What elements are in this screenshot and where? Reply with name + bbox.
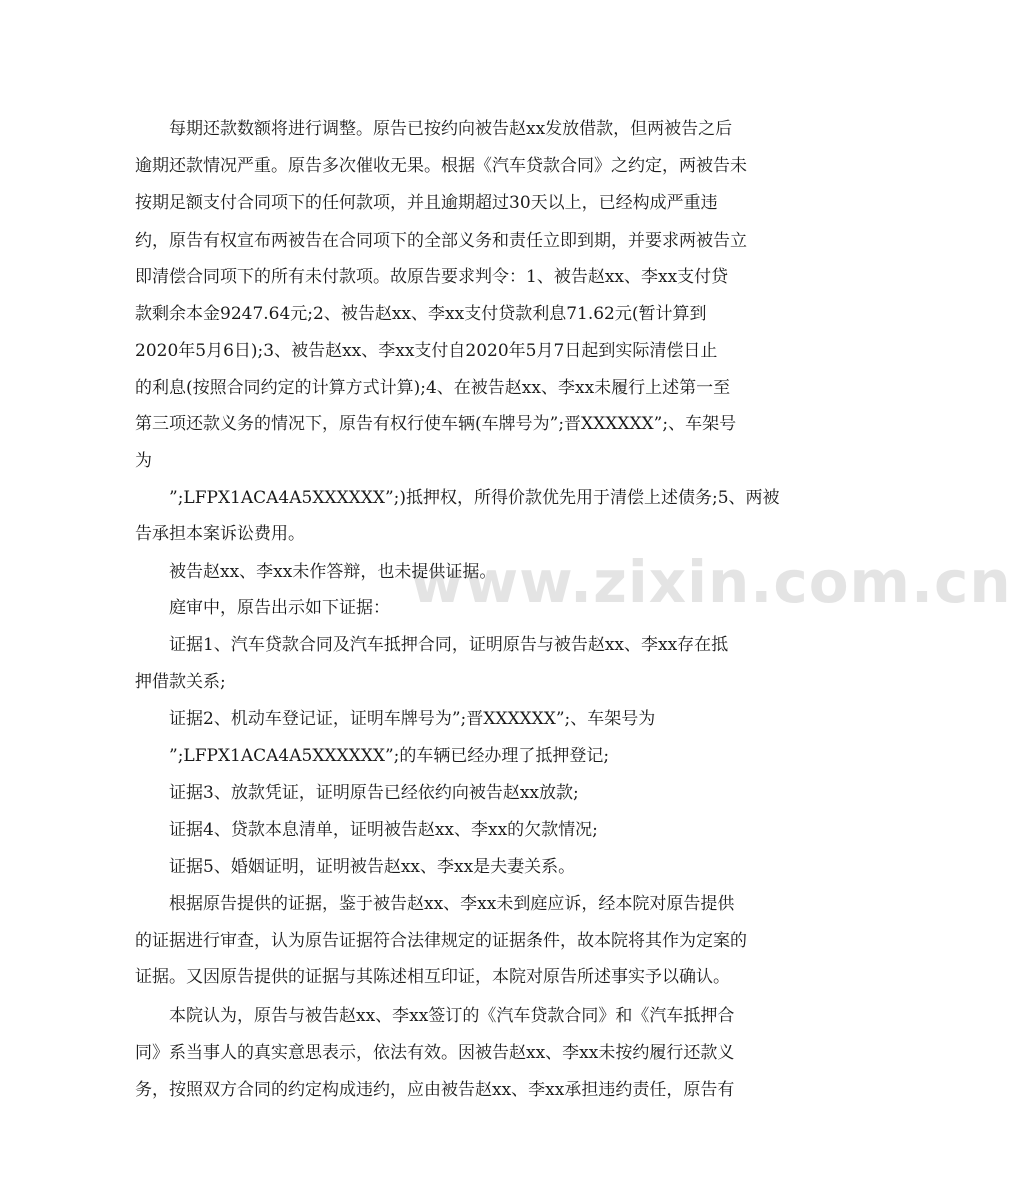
text-line: 每期还款数额将进行调整。原告已按约向被告赵xx发放借款，但两被告之后 [135,119,733,139]
text-line: 根据原告提供的证据，鉴于被告赵xx、李xx未到庭应诉，经本院对原告提供 [135,894,735,914]
text-line: 按期足额支付合同项下的任何款项，并且逾期超过30天以上，已经构成严重违 [135,193,718,213]
text-line: 第三项还款义务的情况下，原告有权行使车辆(车牌号为”;晋XXXXXX”;、车架号 [135,414,737,434]
text-line: 为 [135,451,152,471]
watermark: www.zixin.com.cn [410,548,1012,616]
text-line: 本院认为，原告与被告赵xx、李xx签订的《汽车贷款合同》和《汽车抵押合 [135,1006,735,1026]
text-line: 证据4、贷款本息清单，证明被告赵xx、李xx的欠款情况; [135,820,598,840]
text-line: ”;LFPX1ACA4A5XXXXXX”;)抵押权，所得价款优先用于清偿上述债务;5、两被 [135,488,780,508]
text-line: 约，原告有权宣布两被告在合同项下的全部义务和责任立即到期，并要求两被告立 [135,231,747,251]
text-line: 款剩余本金9247.64元;2、被告赵xx、李xx支付贷款利息71.62元(暂计算到 [135,304,707,324]
text-line: 的证据进行审查，认为原告证据符合法律规定的证据条件，故本院将其作为定案的 [135,931,747,951]
text-line: 务，按照双方合同的约定构成违约，应由被告赵xx、李xx承担违约责任，原告有 [135,1080,735,1100]
text-line: ”;LFPX1ACA4A5XXXXXX”;的车辆已经办理了抵押登记; [135,746,610,766]
text-line: 证据5、婚姻证明，证明被告赵xx、李xx是夫妻关系。 [135,857,576,877]
text-line: 证据2、机动车登记证，证明车牌号为”;晋XXXXXX”;、车架号为 [135,709,656,729]
text-line: 同》系当事人的真实意思表示，依法有效。因被告赵xx、李xx未按约履行还款义 [135,1043,735,1063]
text-line: 2020年5月6日);3、被告赵xx、李xx支付自2020年5月7日起到实际清偿日止 [135,341,718,361]
text-line: 证据3、放款凭证，证明原告已经依约向被告赵xx放款; [135,783,579,803]
text-line: 即清偿合同项下的所有未付款项。故原告要求判令：1、被告赵xx、李xx支付贷 [135,267,729,287]
text-line: 逾期还款情况严重。原告多次催收无果。根据《汽车贷款合同》之约定，两被告未 [135,156,747,176]
text-line: 押借款关系; [135,672,226,692]
text-line: 证据。又因原告提供的证据与其陈述相互印证，本院对原告所述事实予以确认。 [135,967,730,987]
text-line: 庭审中，原告出示如下证据： [135,598,390,618]
text-line: 的利息(按照合同约定的计算方式计算);4、在被告赵xx、李xx未履行上述第一至 [135,378,731,398]
text-line: 被告赵xx、李xx未作答辩，也未提供证据。 [135,562,497,582]
text-line: 证据1、汽车贷款合同及汽车抵押合同，证明原告与被告赵xx、李xx存在抵 [135,635,729,655]
text-line: 告承担本案诉讼费用。 [135,524,305,544]
